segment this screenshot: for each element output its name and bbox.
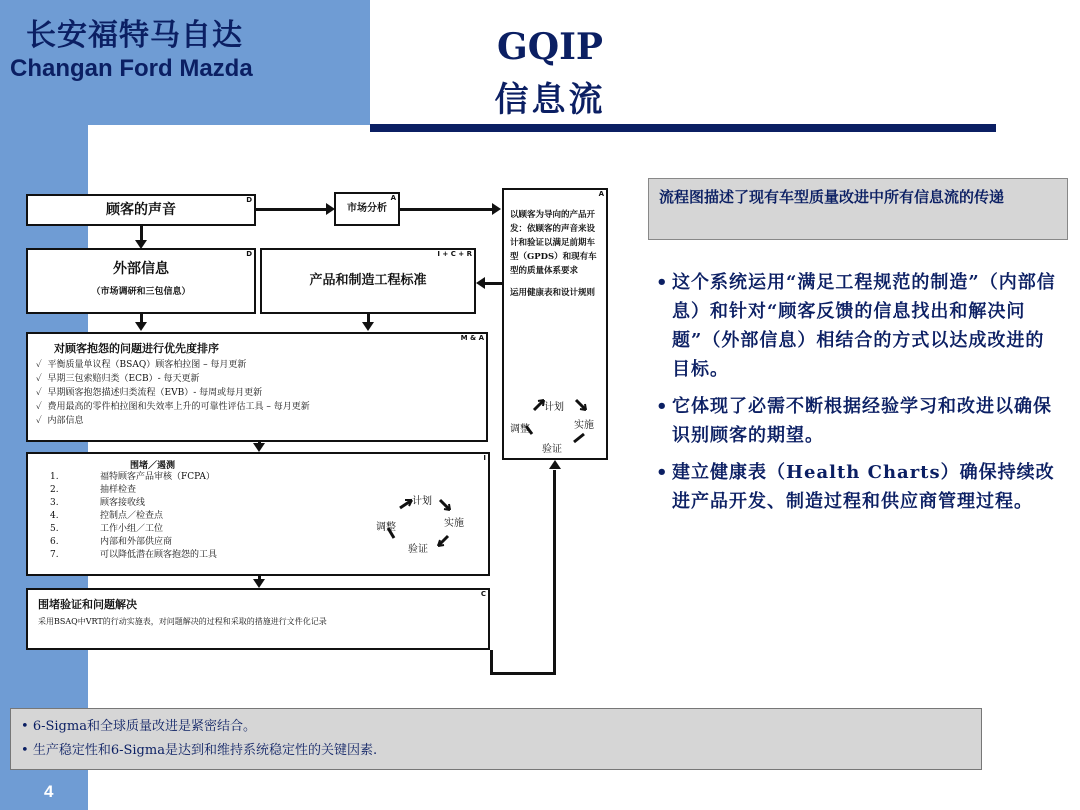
list-item bbox=[656, 392, 1056, 450]
item-number: 2. bbox=[50, 485, 59, 495]
guide-text: 以顾客为导向的产品开发：依顾客的声音来设计和验证以满足前期车型（GPDS）和现有车型的质量体系要求 bbox=[510, 210, 597, 276]
check-icon: ✓ bbox=[36, 416, 42, 426]
list-item-text: 早期三包索赔归类（ECB）- 每天更新 bbox=[47, 374, 200, 384]
bullet-text: 它体现了必需不断根据经验学习和改进以确保识别顾客的期望。 bbox=[672, 396, 1052, 446]
cycle-plan: 计划 bbox=[412, 496, 432, 507]
item-text: 可以降低潜在顾客抱怨的工具 bbox=[100, 550, 218, 560]
guide-cycle-do: 实施 bbox=[574, 420, 594, 431]
item-text: 顾客接收线 bbox=[100, 498, 146, 508]
containment-tag: I bbox=[483, 454, 486, 462]
voice-of-customer-box bbox=[26, 194, 256, 226]
arrow-head bbox=[253, 443, 265, 452]
list-item bbox=[656, 268, 1056, 384]
list-item bbox=[36, 386, 478, 400]
external-sub: （市场调研和三包信息） bbox=[91, 287, 191, 297]
check-icon: ✓ bbox=[36, 388, 42, 398]
verification-box bbox=[26, 588, 490, 650]
bullet-icon: • bbox=[21, 719, 29, 734]
connector-line bbox=[553, 470, 556, 675]
customer-driven-box bbox=[502, 188, 608, 460]
check-icon: ✓ bbox=[36, 374, 42, 384]
brand-name-en: Changan Ford Mazda bbox=[10, 55, 253, 82]
arrow-head bbox=[549, 460, 561, 469]
item-number: 3. bbox=[50, 498, 59, 508]
item-number: 4. bbox=[50, 511, 59, 521]
arrow-head bbox=[135, 240, 147, 249]
item-number: 5. bbox=[50, 524, 59, 534]
guide-cycle-plan: 计划 bbox=[544, 402, 564, 413]
item-text: 工作小组／工位 bbox=[100, 524, 164, 534]
containment-box bbox=[26, 452, 490, 576]
standards-box bbox=[260, 248, 476, 314]
item-number: 7. bbox=[50, 550, 59, 560]
title-divider bbox=[370, 124, 996, 132]
list-item bbox=[36, 372, 478, 386]
connector-line bbox=[400, 208, 494, 211]
list-item bbox=[656, 458, 1056, 516]
guide-cycle-act: 调整 bbox=[510, 424, 530, 435]
arrow-head bbox=[253, 579, 265, 588]
connector-line bbox=[256, 208, 328, 211]
check-icon: ✓ bbox=[36, 360, 42, 370]
cycle-check: 验证 bbox=[408, 544, 428, 555]
market-tag: A bbox=[390, 194, 396, 202]
cycle-act: 调整 bbox=[376, 522, 396, 533]
market-label: 市场分析 bbox=[347, 203, 387, 214]
item-text: 控制点／检查点 bbox=[100, 511, 164, 521]
verification-title: 围堵验证和问题解决 bbox=[38, 598, 137, 611]
connector-line bbox=[490, 672, 556, 675]
prioritize-title: 对顾客抱怨的问题进行优先度排序 bbox=[54, 342, 219, 355]
summary-line-2 bbox=[21, 739, 971, 763]
summary-text-1: 6-Sigma和全球质量改进是紧密结合。 bbox=[32, 719, 256, 734]
voice-tag: D bbox=[246, 196, 252, 204]
arrow-head bbox=[326, 203, 335, 215]
arrow-head bbox=[362, 322, 374, 331]
verification-text: 采用BSAQ中VRT的行动实施表，对问题解决的过程和采取的措施进行文件化记录 bbox=[38, 617, 327, 626]
standards-label: 产品和制造工程标准 bbox=[309, 273, 427, 288]
guide-text2: 运用健康表和设计规则 bbox=[510, 288, 596, 298]
bullet-text: 这个系统运用“满足工程规范的制造”（内部信息）和针对“顾客反馈的信息找出和解决问题”（外部信息）相结合的方式以达成改进的目标。 bbox=[672, 272, 1056, 380]
verification-tag: C bbox=[480, 590, 486, 598]
containment-title: 围堵／遏测 bbox=[130, 461, 176, 471]
arrow-head bbox=[492, 203, 501, 215]
brand-name-cn: 长安福特马自达 bbox=[26, 18, 243, 53]
right-bullet-list bbox=[656, 268, 1056, 524]
external-info-box bbox=[26, 248, 256, 314]
list-item bbox=[38, 471, 478, 484]
list-item-text: 费用最高的零件柏拉图和失效率上升的可靠性评估工具 – 每月更新 bbox=[47, 402, 310, 412]
slide-title: GQIP bbox=[496, 26, 603, 68]
bullet-icon: • bbox=[21, 743, 29, 758]
bullet-icon: • bbox=[656, 272, 669, 293]
bullet-icon: • bbox=[656, 396, 669, 417]
list-item-text: 早期顾客抱怨描述归类流程（EVB）- 每周或每月更新 bbox=[47, 388, 263, 398]
page-number: 4 bbox=[44, 782, 54, 801]
prioritize-box bbox=[26, 332, 488, 442]
list-item bbox=[36, 358, 478, 372]
check-icon: ✓ bbox=[36, 402, 42, 412]
item-text: 抽样检查 bbox=[100, 485, 137, 495]
external-tag: D bbox=[246, 250, 252, 258]
connector-line bbox=[490, 650, 493, 675]
list-item bbox=[36, 400, 478, 414]
voice-label: 顾客的声音 bbox=[106, 202, 176, 218]
guide-cycle-check: 验证 bbox=[542, 444, 562, 455]
summary-text-2: 生产稳定性和6-Sigma是达到和维持系统稳定性的关键因素. bbox=[32, 743, 378, 758]
prioritize-list bbox=[36, 358, 478, 428]
market-analysis-box bbox=[334, 192, 400, 226]
arrow-head bbox=[135, 322, 147, 331]
summary-box bbox=[10, 708, 982, 770]
external-label: 外部信息 bbox=[113, 261, 169, 277]
guide-tag: A bbox=[598, 190, 604, 198]
bullet-icon: • bbox=[656, 462, 669, 483]
arrow-head bbox=[476, 277, 485, 289]
description-box: 流程图描述了现有车型质量改进中所有信息流的传递 bbox=[648, 178, 1068, 240]
list-item bbox=[36, 414, 478, 428]
item-text: 福特顾客产品审核（FCPA） bbox=[100, 472, 215, 482]
item-number: 6. bbox=[50, 537, 59, 547]
list-item-text: 内部信息 bbox=[47, 416, 84, 426]
connector-line bbox=[484, 282, 502, 285]
list-item-text: 平衡质量单议程（BSAQ）顾客柏拉图 – 每月更新 bbox=[47, 360, 247, 370]
prioritize-tag: M & A bbox=[460, 334, 484, 342]
slide-subtitle: 信息流 bbox=[494, 80, 606, 120]
cycle-do: 实施 bbox=[444, 518, 464, 529]
bullet-text: 建立健康表（Health Charts）确保持续改进产品开发、制造过程和供应商管理过程。 bbox=[672, 462, 1055, 512]
item-text: 内部和外部供应商 bbox=[100, 537, 173, 547]
item-number: 1. bbox=[50, 472, 59, 482]
summary-line-1 bbox=[21, 715, 971, 739]
standards-tag: I + C + R bbox=[437, 250, 472, 258]
